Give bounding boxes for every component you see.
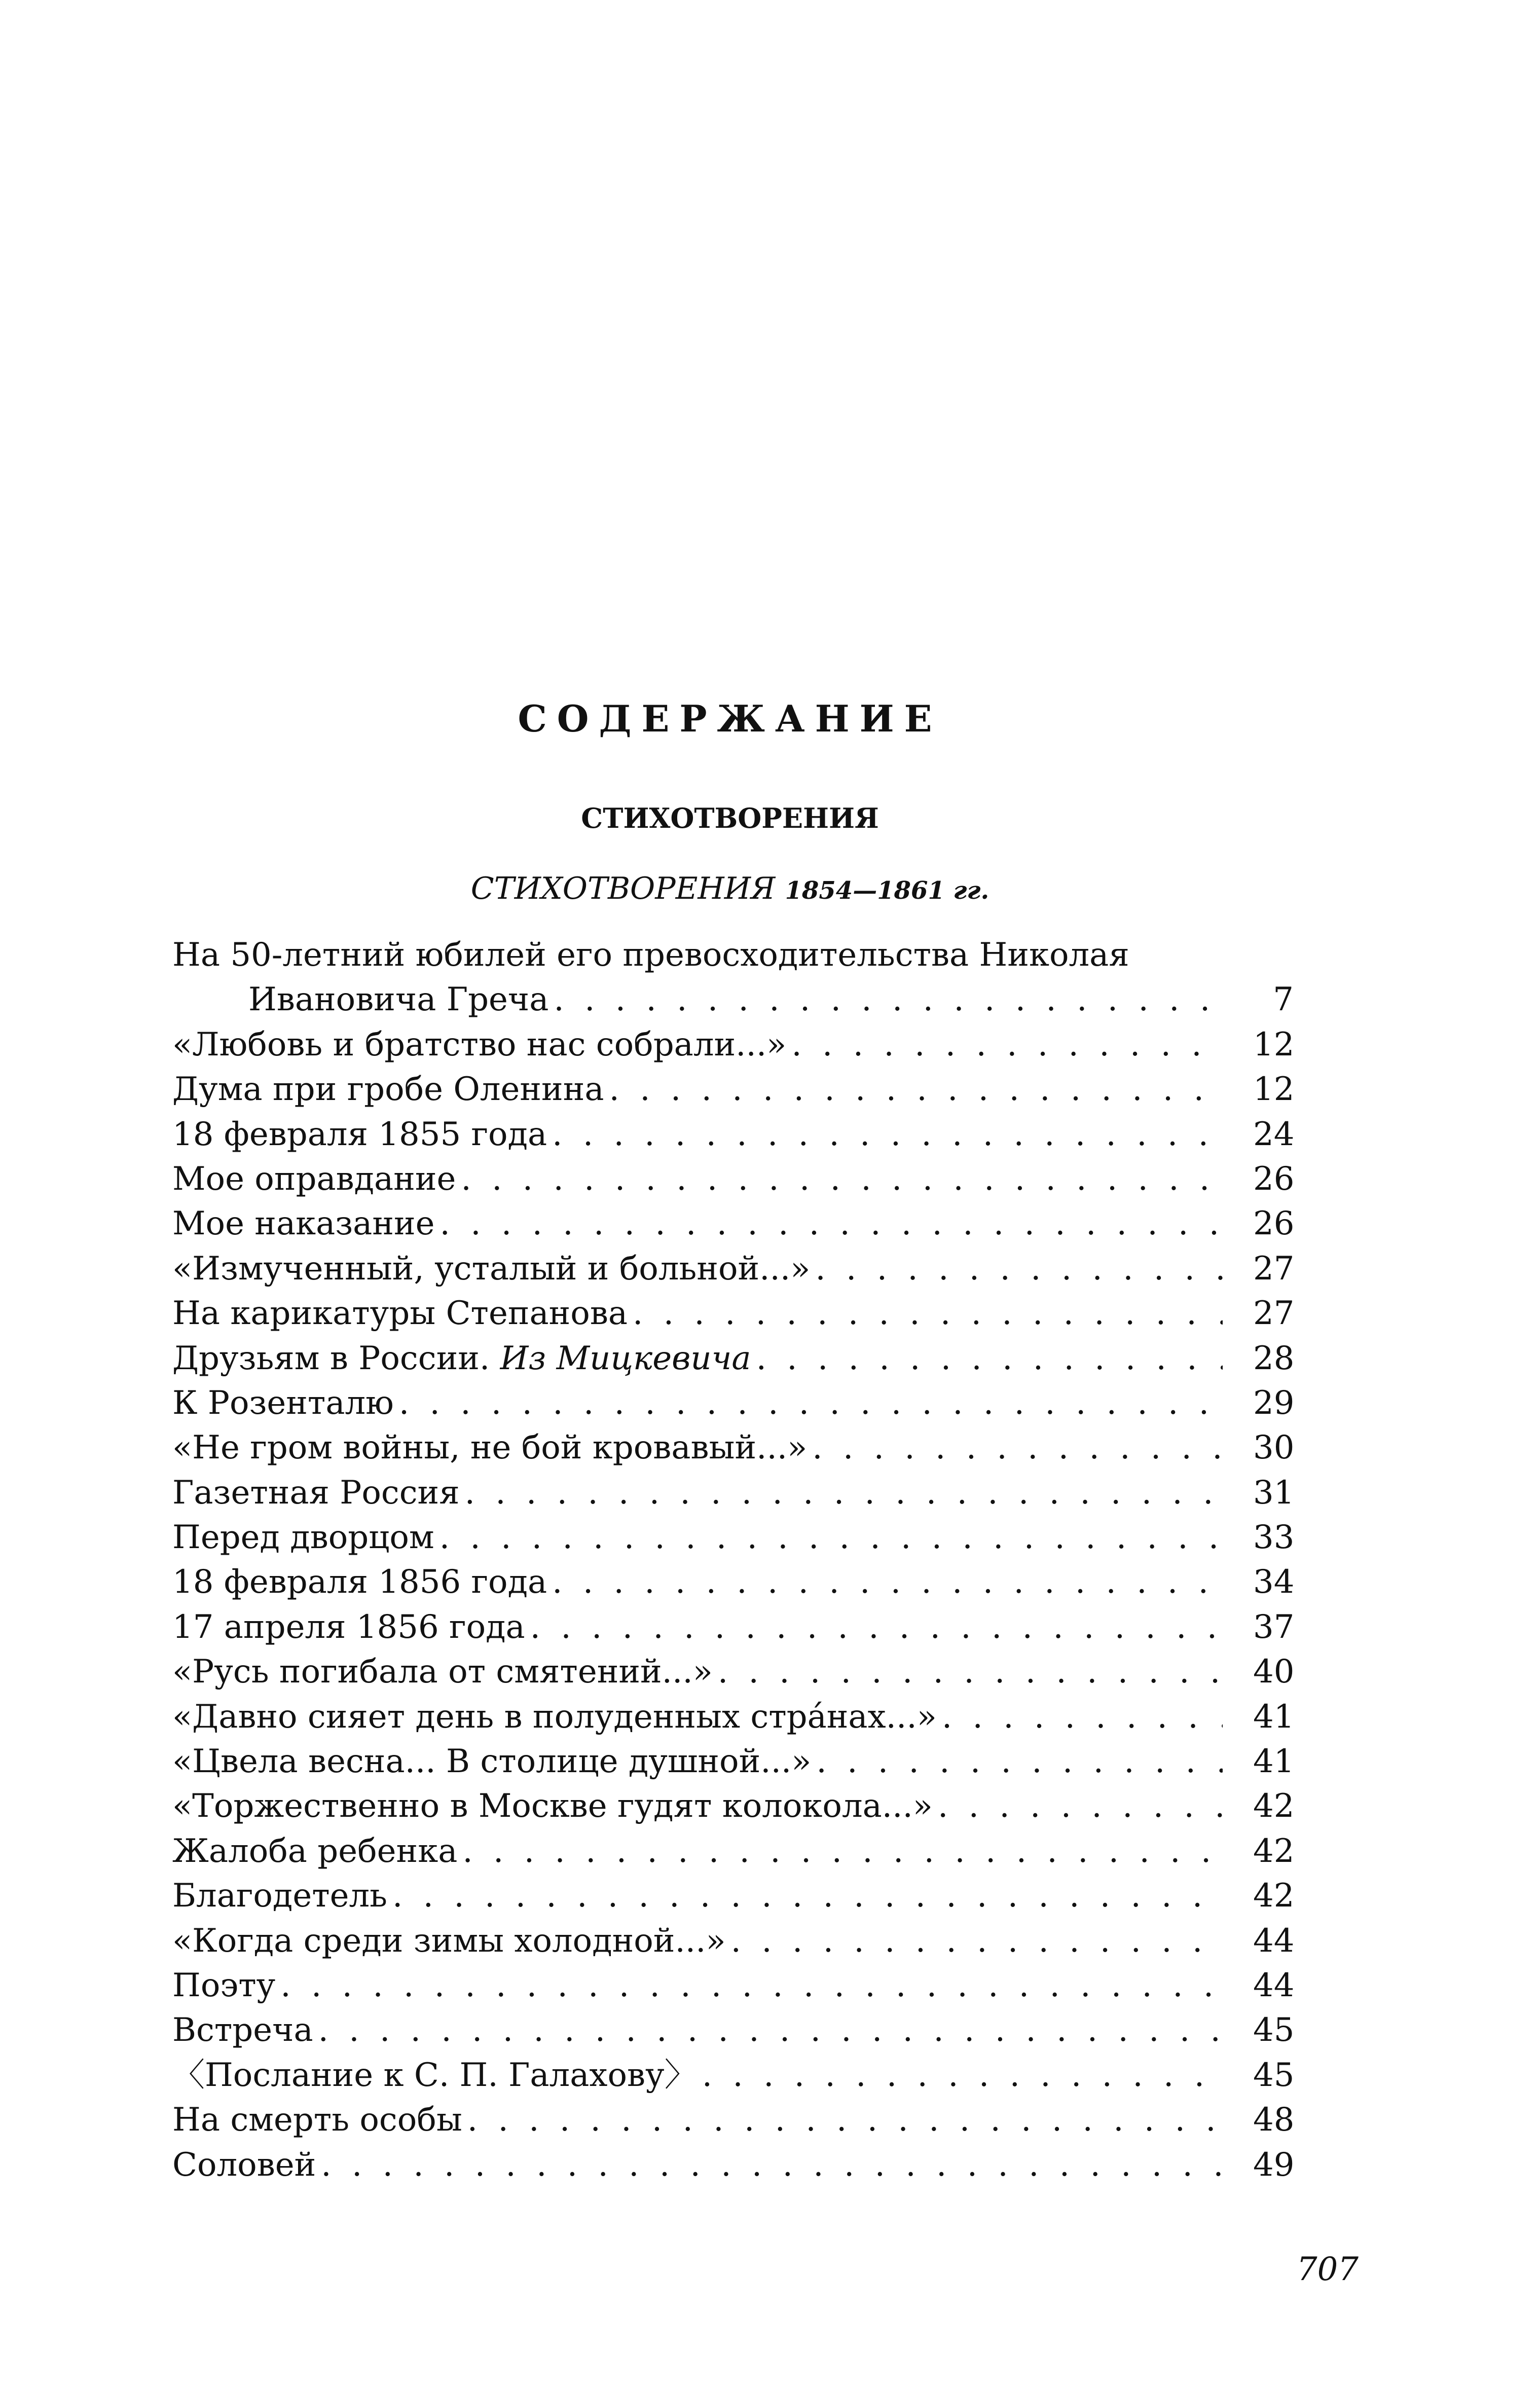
leader-dots (280, 1963, 1223, 2008)
leader-dots (812, 1425, 1223, 1470)
toc-entry-page: 7 (1273, 981, 1294, 1019)
subsection-years: 1854—1861 гг. (785, 876, 989, 905)
toc-entry-title: Встреча (172, 2011, 313, 2049)
toc-entry (172, 1247, 1294, 1291)
leader-dots (815, 1247, 1223, 1291)
toc-entry-title-line1: На 50-летний юбилей его превосходительства Николая (172, 936, 1129, 974)
toc-entry-title: «Когда среди зимы холодной...» (172, 1922, 726, 1960)
toc-entry (172, 2098, 1294, 2142)
page-title: СОДЕРЖАНИЕ (518, 697, 942, 740)
toc-entry (172, 1515, 1294, 1560)
leader-dots (942, 1695, 1223, 1739)
toc-entry-page: 29 (1253, 1384, 1295, 1422)
toc-entry-page: 37 (1253, 1608, 1295, 1646)
toc-entry (172, 1649, 1294, 1694)
toc-entry (172, 1739, 1294, 1784)
toc-entry-page: 48 (1253, 2101, 1295, 2139)
toc-entry-title: Дума при гробе Оленина (172, 1071, 604, 1109)
toc-entry-page: 42 (1253, 1787, 1295, 1825)
leader-dots (392, 1874, 1223, 1918)
leader-dots (552, 1112, 1223, 1157)
leader-dots (530, 1605, 1223, 1649)
toc-entry (172, 1784, 1294, 1828)
toc-entry-title: К Розенталю (172, 1384, 394, 1422)
toc-entry (172, 1963, 1294, 2008)
toc-entry-title: На смерть особы (172, 2101, 462, 2139)
toc-entry-page: 41 (1253, 1698, 1295, 1736)
toc-entry-title: Поэту (172, 1967, 276, 2004)
toc-entry-title: «Торжественно в Москве гудят колокола...» (172, 1787, 933, 1825)
toc-entry (172, 1560, 1294, 1604)
toc-entry-page: 40 (1253, 1653, 1295, 1691)
toc-entry (172, 1067, 1294, 1112)
toc-entry-title: «Любовь и братство нас собрали...» (172, 1025, 787, 1064)
leader-dots (552, 1560, 1223, 1604)
toc-entry-title: 18 февраля 1855 года (172, 1115, 547, 1153)
toc-entry-page: 26 (1253, 1160, 1295, 1198)
toc-entry-page: 44 (1253, 1922, 1295, 1960)
toc-entry-page: 31 (1253, 1474, 1295, 1512)
toc-entry-title: «Русь погибала от смятений...» (172, 1653, 713, 1691)
toc-entry (172, 1471, 1294, 1515)
leader-dots (731, 1919, 1223, 1963)
toc-entry-title: Перед дворцом (172, 1519, 434, 1557)
leader-dots (816, 1739, 1223, 1784)
toc-entry-title-italic: Из Мицкевича (500, 1339, 751, 1377)
subsection-title-text: СТИХОТВОРЕНИЯ (470, 871, 776, 906)
toc-entry (172, 2053, 1294, 2098)
toc-entry-page: 33 (1253, 1519, 1295, 1557)
leader-dots (633, 1291, 1223, 1336)
toc-entry-title: На карикатуры Степанова (172, 1295, 628, 1333)
table-of-contents (172, 933, 1294, 2187)
leader-dots (462, 1829, 1223, 1874)
toc-entry-page: 42 (1253, 1877, 1295, 1915)
toc-entry (172, 1201, 1294, 1246)
leader-dots (318, 2008, 1223, 2052)
leader-dots (465, 1471, 1223, 1515)
toc-entry-title: «Цвела весна... В столице душной...» (172, 1743, 812, 1781)
toc-entry-title: «Не гром войны, не бой кровавый...» (172, 1429, 808, 1467)
toc-entry-page: 44 (1253, 1967, 1295, 2004)
toc-entry (172, 1157, 1294, 1201)
toc-entry (172, 1112, 1294, 1157)
leader-dots (791, 1022, 1223, 1067)
toc-entry-title: 〈Послание к С. П. Галахову〉 (172, 2056, 697, 2094)
toc-entry (172, 1919, 1294, 1963)
toc-entry (172, 1022, 1294, 1067)
leader-dots (554, 977, 1223, 1022)
toc-entry-title: 18 февраля 1856 года (172, 1563, 547, 1601)
leader-dots (756, 1336, 1223, 1381)
toc-entry (172, 2143, 1294, 2187)
leader-dots (702, 2053, 1223, 2098)
toc-entry-page: 42 (1253, 1832, 1295, 1870)
section-title: СТИХОТВОРЕНИЯ (581, 802, 879, 834)
toc-entry-title: «Измученный, усталый и больной...» (172, 1250, 811, 1288)
toc-entry (172, 1336, 1294, 1381)
toc-entry-title: Благодетель (172, 1877, 387, 1915)
subsection-title (0, 871, 1460, 906)
toc-entry (172, 933, 1294, 1022)
toc-entry-page: 45 (1253, 2011, 1295, 2049)
toc-entry (172, 1874, 1294, 1918)
toc-entry (172, 1695, 1294, 1739)
toc-entry-page: 45 (1253, 2056, 1295, 2094)
toc-entry-page: 28 (1253, 1339, 1295, 1377)
toc-entry-title (172, 1336, 751, 1381)
toc-entry-page: 12 (1253, 1071, 1295, 1109)
leader-dots (321, 2143, 1223, 2187)
page-number: 707 (1296, 2251, 1359, 2288)
toc-entry (172, 1425, 1294, 1470)
toc-entry-page: 41 (1253, 1743, 1295, 1781)
toc-entry (172, 1605, 1294, 1649)
leader-dots (399, 1381, 1223, 1425)
toc-entry-page: 27 (1253, 1250, 1295, 1288)
toc-entry-title: Соловей (172, 2146, 316, 2184)
toc-entry-title: Жалоба ребенка (172, 1832, 458, 1870)
toc-entry-page: 34 (1253, 1563, 1295, 1601)
toc-entry-title: Мое оправдание (172, 1160, 456, 1198)
leader-dots (440, 1201, 1223, 1246)
toc-entry (172, 1381, 1294, 1425)
toc-entry (172, 1829, 1294, 1874)
toc-entry (172, 2008, 1294, 2052)
leader-dots (461, 1157, 1223, 1201)
toc-entry-title: 17 апреля 1856 года (172, 1608, 525, 1646)
toc-entry-title: Газетная Россия (172, 1474, 460, 1512)
toc-entry-title-main: Друзьям в России. (172, 1339, 490, 1377)
toc-entry-page: 24 (1253, 1115, 1295, 1153)
toc-entry-page: 30 (1253, 1429, 1295, 1467)
leader-dots (718, 1649, 1223, 1694)
toc-entry (172, 1291, 1294, 1336)
toc-entry-title: Мое наказание (172, 1205, 435, 1243)
leader-dots (609, 1067, 1223, 1112)
toc-entry-title: «Давно сияет день в полуденных стра́нах...» (172, 1698, 937, 1736)
toc-entry-page: 12 (1253, 1025, 1295, 1064)
leader-dots (938, 1784, 1223, 1828)
toc-entry-page: 27 (1253, 1295, 1295, 1333)
toc-entry-page: 26 (1253, 1205, 1295, 1243)
toc-entry-title-line2: Ивановича Греча (248, 981, 549, 1019)
leader-dots (439, 1515, 1223, 1560)
leader-dots (467, 2098, 1223, 2142)
toc-entry-page: 49 (1253, 2146, 1295, 2184)
